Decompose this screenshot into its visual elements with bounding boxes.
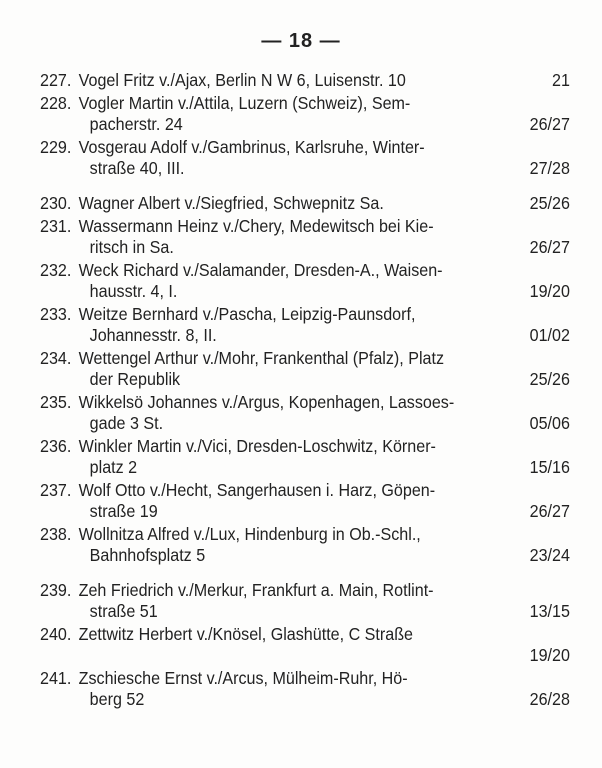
entry-text: [40, 545, 205, 566]
entry-line-text: Wolf Otto v./Hecht, Sangerhausen i. Harz, Göpen-: [78, 480, 436, 500]
entry-line-text: Wollnitza Alfred v./Lux, Hindenburg in Ob.-Schl.,: [78, 524, 421, 544]
entry-continuation-line: [40, 413, 570, 434]
entry-line-text: hausstr. 4, I.: [89, 281, 178, 301]
entry-text: [40, 237, 174, 258]
entry-line-text: Weitze Bernhard v./Pascha, Leipzig-Paunsdorf,: [78, 304, 416, 324]
entry: [40, 304, 570, 346]
entry-continuation-line: [40, 457, 570, 478]
entry-line-text: Johannesstr. 8, II.: [89, 325, 217, 345]
entry-years: [559, 260, 570, 281]
entry-line-text: platz 2: [89, 457, 138, 477]
entry-text: [40, 436, 436, 457]
entry-text: [40, 668, 408, 689]
entry-continuation-line: [40, 645, 570, 666]
entry: [40, 524, 570, 566]
entry-text: [40, 260, 443, 281]
entry-years: [559, 580, 570, 601]
entry-years: 19/20: [529, 645, 570, 665]
entry-line-text: Vogler Martin v./Attila, Luzern (Schweiz), Sem-: [78, 93, 411, 113]
entry-text: [40, 392, 454, 413]
entry-first-line: [40, 524, 570, 545]
entry-first-line: [40, 260, 570, 281]
entry-text: [40, 325, 217, 346]
entry-years: [559, 93, 570, 114]
entry-years: [559, 668, 570, 689]
entry-continuation-line: [40, 501, 570, 522]
entry-line-text: Zschiesche Ernst v./Arcus, Mülheim-Ruhr, Hö-: [78, 668, 408, 688]
page-number: — 18 —: [261, 30, 341, 52]
entry-first-line: [40, 93, 570, 114]
entry-continuation-line: [40, 325, 570, 346]
entry: [40, 216, 570, 258]
entry-continuation-line: [40, 689, 570, 710]
entry-line-text: gade 3 St.: [89, 413, 164, 433]
entry-text: [40, 689, 144, 710]
entry-text: [40, 70, 406, 91]
entry-years: 26/27: [529, 501, 570, 521]
entry-text: [40, 93, 410, 114]
entry-continuation-line: [40, 601, 570, 622]
entry-years: 01/02: [529, 325, 570, 345]
entry-text: [40, 457, 137, 478]
entry-years: [559, 392, 570, 413]
entry-years: [559, 304, 570, 325]
entry-line-text: Wikkelsö Johannes v./Argus, Kopenhagen, Lassoes-: [78, 392, 455, 412]
entry-first-line: [40, 70, 570, 91]
entry-text: [40, 413, 163, 434]
entry-continuation-line: [40, 237, 570, 258]
entry-continuation-line: [40, 158, 570, 179]
entry-line-text: Vosgerau Adolf v./Gambrinus, Karlsruhe, Winter-: [78, 137, 425, 157]
entry-first-line: [40, 137, 570, 158]
entry-continuation-line: [40, 545, 570, 566]
entry: [40, 668, 570, 710]
entry-years: 13/15: [529, 601, 570, 621]
entry-first-line: [40, 392, 570, 413]
entry-years: 05/06: [529, 413, 570, 433]
entry-years: [559, 137, 570, 158]
entry-years: 26/27: [529, 237, 570, 257]
entry-text: [40, 216, 434, 237]
entry-text: [40, 348, 444, 369]
entry-line-text: Zeh Friedrich v./Merkur, Frankfurt a. Main, Rotlint-: [78, 580, 434, 600]
entry-line-text: pacherstr. 24: [89, 114, 183, 134]
entry-line-text: Wettengel Arthur v./Mohr, Frankenthal (Pfalz), Platz: [78, 348, 445, 368]
entry-number: 241.: [40, 668, 72, 688]
entry-first-line: [40, 580, 570, 601]
entry-number: 240.: [40, 624, 72, 644]
entry-number: 229.: [40, 137, 72, 157]
entry-number: 230.: [40, 193, 72, 213]
entry-line-text: Zettwitz Herbert v./Knösel, Glashütte, C Straße: [78, 624, 413, 644]
entry-text: [40, 193, 384, 214]
entry-line-text: straße 19: [89, 501, 158, 521]
entry-number: 233.: [40, 304, 72, 324]
entry-line-text: straße 40, III.: [89, 158, 185, 178]
entry-years: 27/28: [529, 158, 570, 178]
entry: [40, 348, 570, 390]
entry-years: 21: [552, 70, 570, 90]
entry-first-line: [40, 216, 570, 237]
entry-years: 23/24: [529, 545, 570, 565]
entry-text: [40, 369, 180, 390]
entry-text: [40, 580, 434, 601]
entry-first-line: [40, 624, 570, 645]
entry: [40, 260, 570, 302]
entry-text: [40, 137, 425, 158]
entry-line-text: Bahnhofsplatz 5: [89, 545, 206, 565]
entry-number: 239.: [40, 580, 72, 600]
entry: [40, 137, 570, 179]
entry-years: 25/26: [529, 369, 570, 389]
entry-first-line: [40, 668, 570, 689]
entry-line-text: Vogel Fritz v./Ajax, Berlin N W 6, Luisenstr. 10: [78, 70, 406, 90]
entry-number: 236.: [40, 436, 72, 456]
entry-line-text: berg 52: [89, 689, 145, 709]
entry-text: [40, 645, 90, 666]
entry-line-text: Wagner Albert v./Siegfried, Schwepnitz Sa.: [78, 193, 384, 213]
entry-first-line: [40, 348, 570, 369]
entry-text: [40, 114, 183, 135]
entry-years: [559, 216, 570, 237]
entry-continuation-line: [40, 114, 570, 135]
entry-number: 227.: [40, 70, 72, 90]
entry-line-text: straße 51: [89, 601, 158, 621]
entry-first-line: [40, 193, 570, 214]
entry-line-text: der Republik: [89, 369, 181, 389]
entry-text: [40, 304, 415, 325]
entry-number: 234.: [40, 348, 72, 368]
entry-number: 238.: [40, 524, 72, 544]
entry: [40, 580, 570, 622]
entry-continuation-line: [40, 369, 570, 390]
entry-years: 26/28: [529, 689, 570, 709]
entry: [40, 193, 570, 214]
entry-first-line: [40, 436, 570, 457]
entry-number: 237.: [40, 480, 72, 500]
entry-years: 26/27: [529, 114, 570, 134]
entry-text: [40, 501, 158, 522]
entry-continuation-line: [40, 281, 570, 302]
entry-line-text: Winkler Martin v./Vici, Dresden-Loschwitz, Körner-: [78, 436, 436, 456]
entry-years: [559, 480, 570, 501]
entry-first-line: [40, 304, 570, 325]
entry: [40, 392, 570, 434]
entry-first-line: [40, 480, 570, 501]
entry: [40, 624, 570, 666]
entry-years: 19/20: [529, 281, 570, 301]
entry-number: 228.: [40, 93, 72, 113]
entry-years: 15/16: [529, 457, 570, 477]
entry-years: [559, 436, 570, 457]
entry-text: [40, 524, 421, 545]
entry: [40, 480, 570, 522]
entry-list: [40, 70, 570, 712]
entry-text: [40, 281, 177, 302]
entry-number: 231.: [40, 216, 72, 236]
entry-number: 235.: [40, 392, 72, 412]
entry: [40, 70, 570, 91]
entry-years: [559, 624, 570, 645]
entry-years: [559, 524, 570, 545]
entry-text: [40, 158, 185, 179]
entry: [40, 93, 570, 135]
entry-text: [40, 624, 413, 645]
entry-number: 232.: [40, 260, 72, 280]
entry: [40, 436, 570, 478]
entry-text: [40, 601, 158, 622]
entry-years: 25/26: [529, 193, 570, 213]
entry-text: [40, 480, 435, 501]
entry-line-text: Weck Richard v./Salamander, Dresden-A., Waisen-: [78, 260, 443, 280]
entry-line-text: Wassermann Heinz v./Chery, Medewitsch bei Kie-: [78, 216, 434, 236]
entry-line-text: ritsch in Sa.: [89, 237, 174, 257]
entry-years: [559, 348, 570, 369]
